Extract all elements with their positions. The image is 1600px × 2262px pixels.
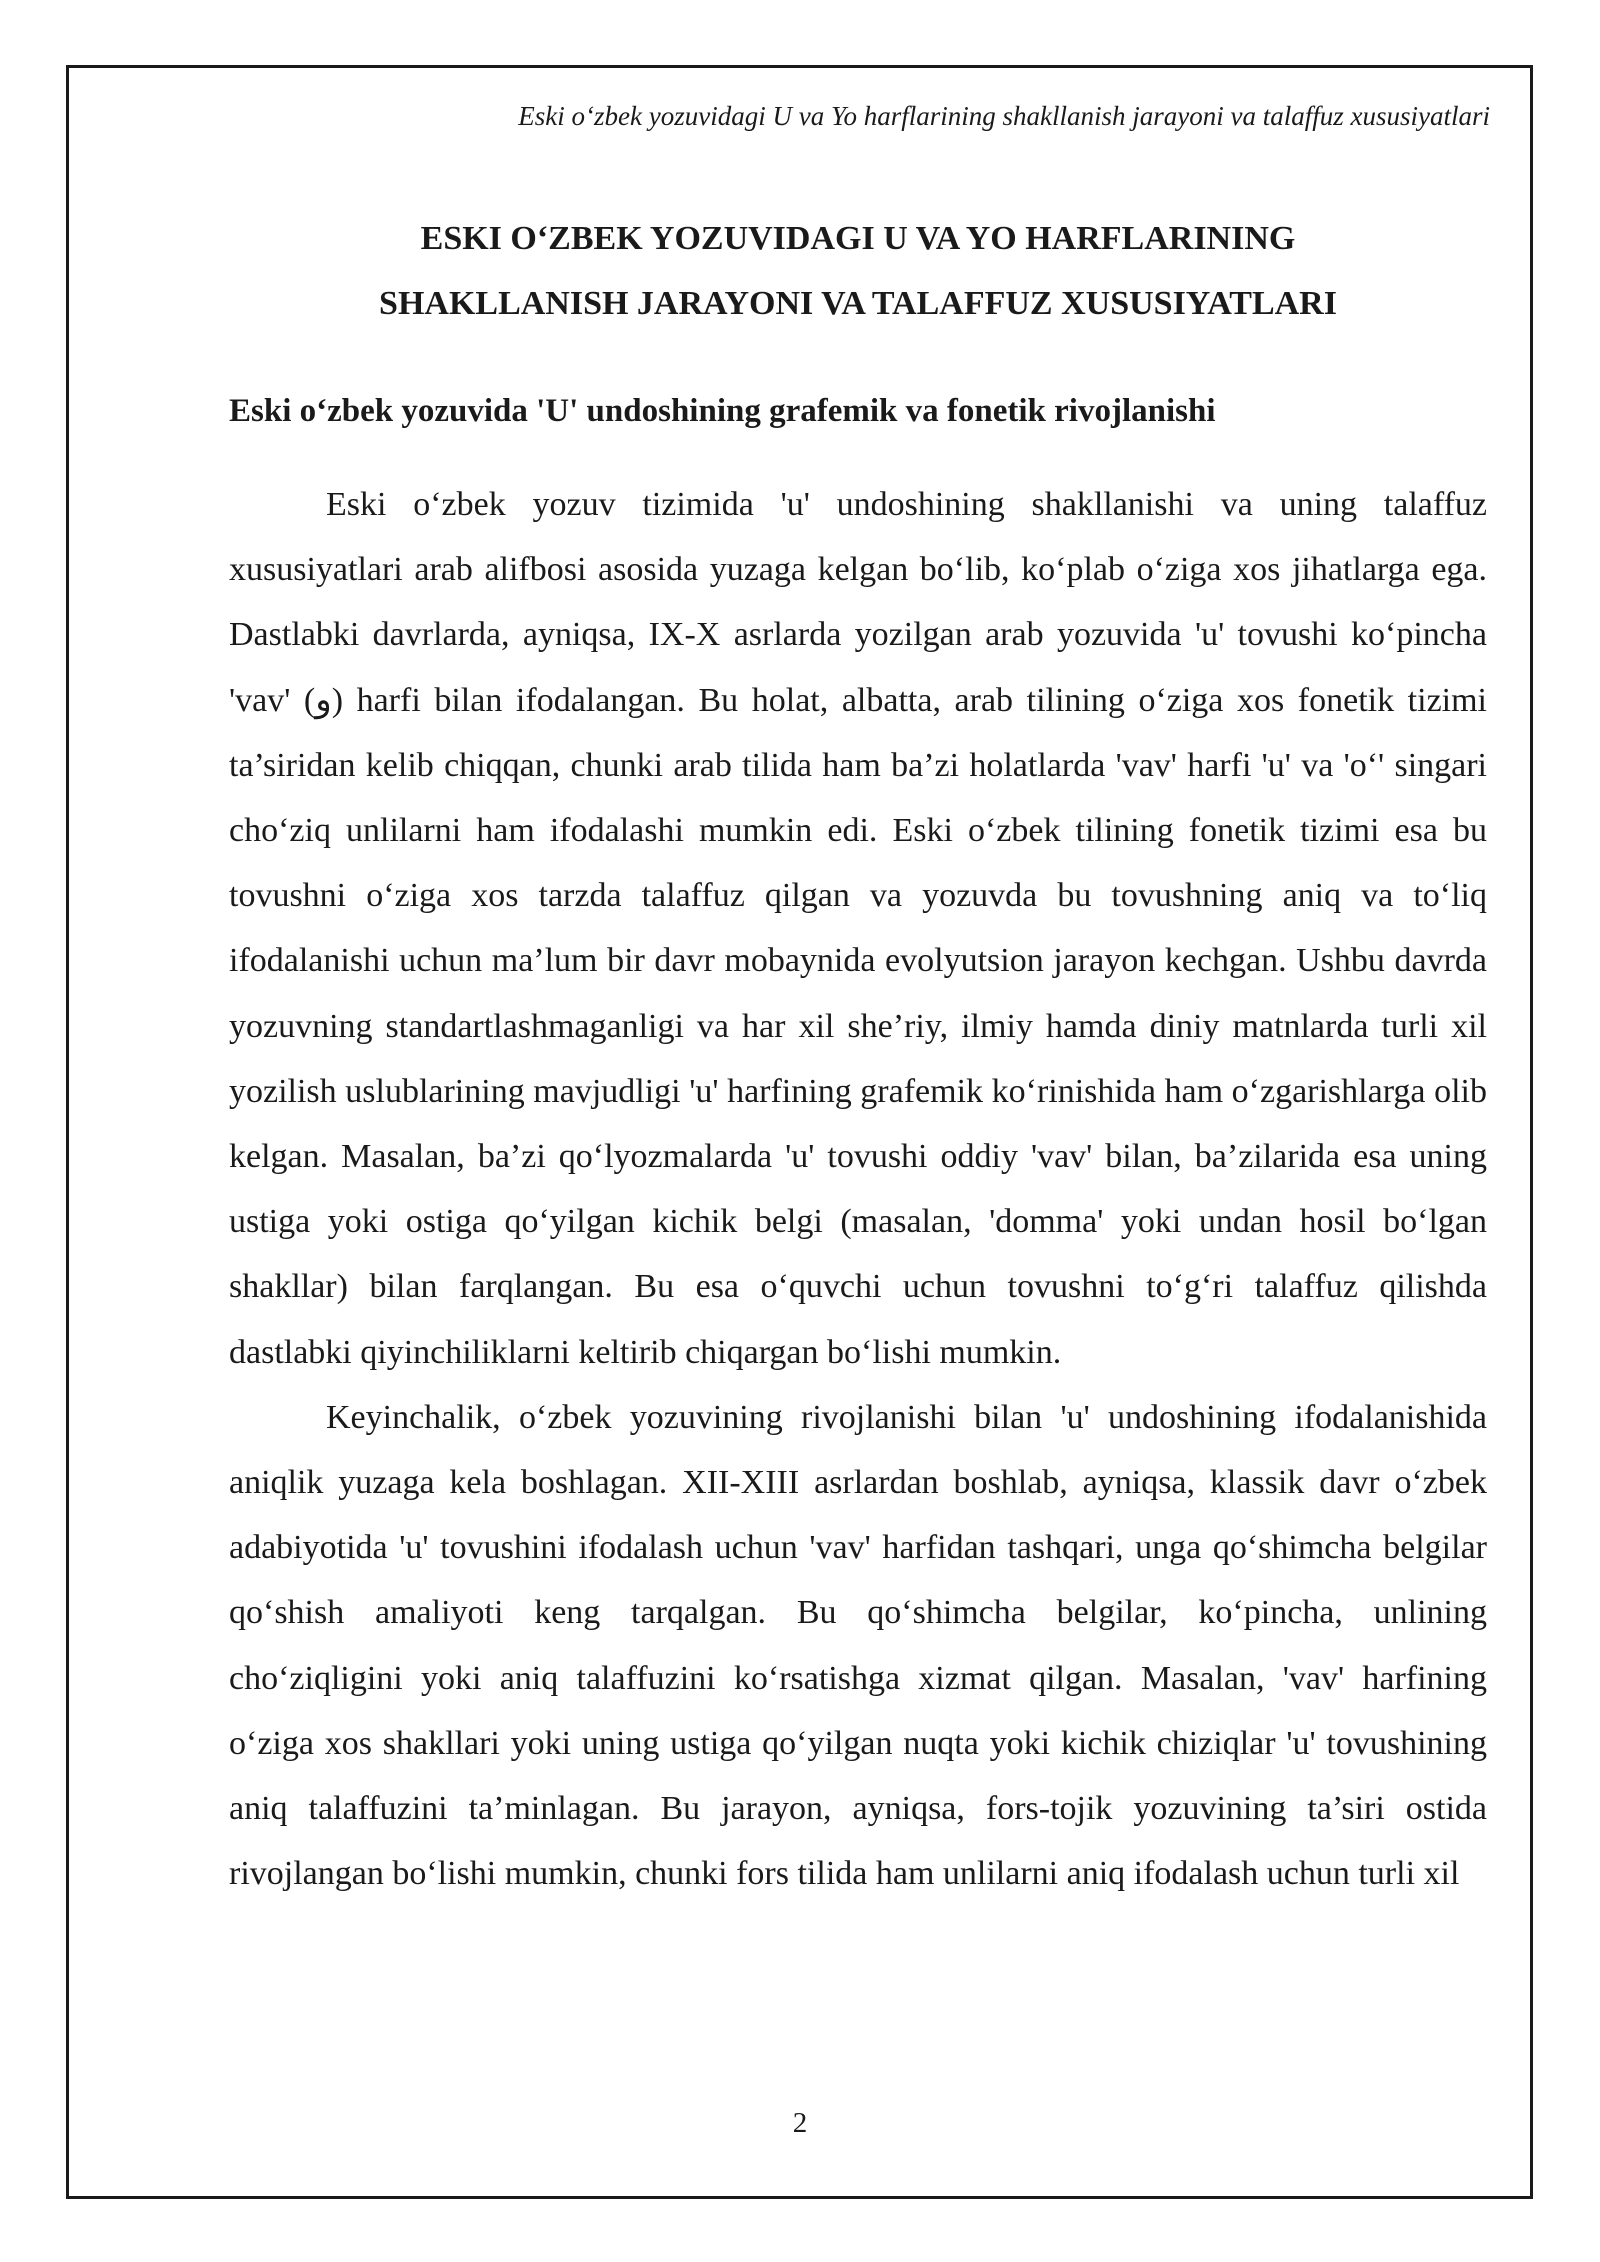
body-text bbox=[229, 472, 1487, 1906]
paragraph-1: Eski o‘zbek yozuv tizimida 'u' undoshining shakllanishi va uning talaffuz xususiyatlari arab alifbosi asosida yuzaga kelgan bo‘lib, ko‘plab o‘ziga xos jihatlarga ega. Dastlabki davrlarda, ayniqsa, IX-X asrlarda yozilgan arab yozuvida 'u' tovushi ko‘pincha 'vav' (و) harfi bilan ifodalangan. Bu holat, albatta, arab tilining o‘ziga xos fonetik tizimi ta’siridan kelib chiqqan, chunki arab tilida ham ba’zi holatlarda 'vav' harfi 'u' va 'o‘' singari cho‘ziq unlilarni ham ifodalashi mumkin edi. Eski o‘zbek tilining fonetik tizimi esa bu tovushni o‘ziga xos tarzda talaffuz qilgan va yozuvda bu tovushning aniq va to‘liq ifodalanishi uchun ma’lum bir davr mobaynida evolyutsion jarayon kechgan. Ushbu davrda yozuvning standartlashmaganligi va har xil she’riy, ilmiy hamda diniy matnlarda turli xil yozilish uslublarining mavjudligi 'u' harfining grafemik ko‘rinishida ham o‘zgarishlarga olib kelgan. Masalan, ba’zi qo‘lyozmalarda 'u' tovushi oddiy 'vav' bilan, ba’zilarida esa uning ustiga yoki ostiga qo‘yilgan kichik belgi (masalan, 'domma' yoki undan hosil bo‘lgan shakllar) bilan farqlangan. Bu esa o‘quvchi uchun tovushni to‘g‘ri talaffuz qilishda dastlabki qiyinchiliklarni keltirib chiqargan bo‘lishi mumkin. bbox=[229, 486, 1488, 1371]
paragraph-2: Keyinchalik, o‘zbek yozuvining rivojlanishi bilan 'u' undoshining ifodalanishida aniqlik yuzaga kela boshlagan. XII-XIII asrlardan boshlab, ayniqsa, klassik davr o‘zbek adabiyotida 'u' tovushini ifodalash uchun 'vav' harfidan tashqari, unga qo‘shimcha belgilar qo‘shish amaliyoti keng tarqalgan. Bu qo‘shimcha belgilar, ko‘pincha, unlining cho‘ziqligini yoki aniq talaffuzini ko‘rsatishga xizmat qilgan. Masalan, 'vav' harfining o‘ziga xos shakllari yoki uning ustiga qo‘yilgan nuqta yoki kichik chiziqlar 'u' tovushining aniq talaffuzini ta’minlagan. Bu jarayon, ayniqsa, fors-tojik yozuvining ta’siri ostida rivojlangan bo‘lishi mumkin, chunki fors tilida ham unlilarni aniq ifodalash uchun turli xil bbox=[229, 1398, 1487, 1893]
document-title bbox=[229, 206, 1487, 336]
document-title-line-2: SHAKLLANISH JARAYONI VA TALAFFUZ XUSUSIYATLARI bbox=[379, 285, 1337, 322]
running-header: Eski o‘zbek yozuvidagi U va Yo harflarining shakllanish jarayoni va talaffuz xususiyatlari bbox=[518, 101, 1490, 131]
page-number: 2 bbox=[792, 2107, 808, 2139]
page-content bbox=[229, 206, 1488, 1893]
document-title-line-1: ESKI O‘ZBEK YOZUVIDAGI U VA YO HARFLARINING bbox=[420, 220, 1296, 257]
section-heading: Eski o‘zbek yozuvida 'U' undoshining grafemik va fonetik rivojlanishi bbox=[229, 393, 1216, 429]
